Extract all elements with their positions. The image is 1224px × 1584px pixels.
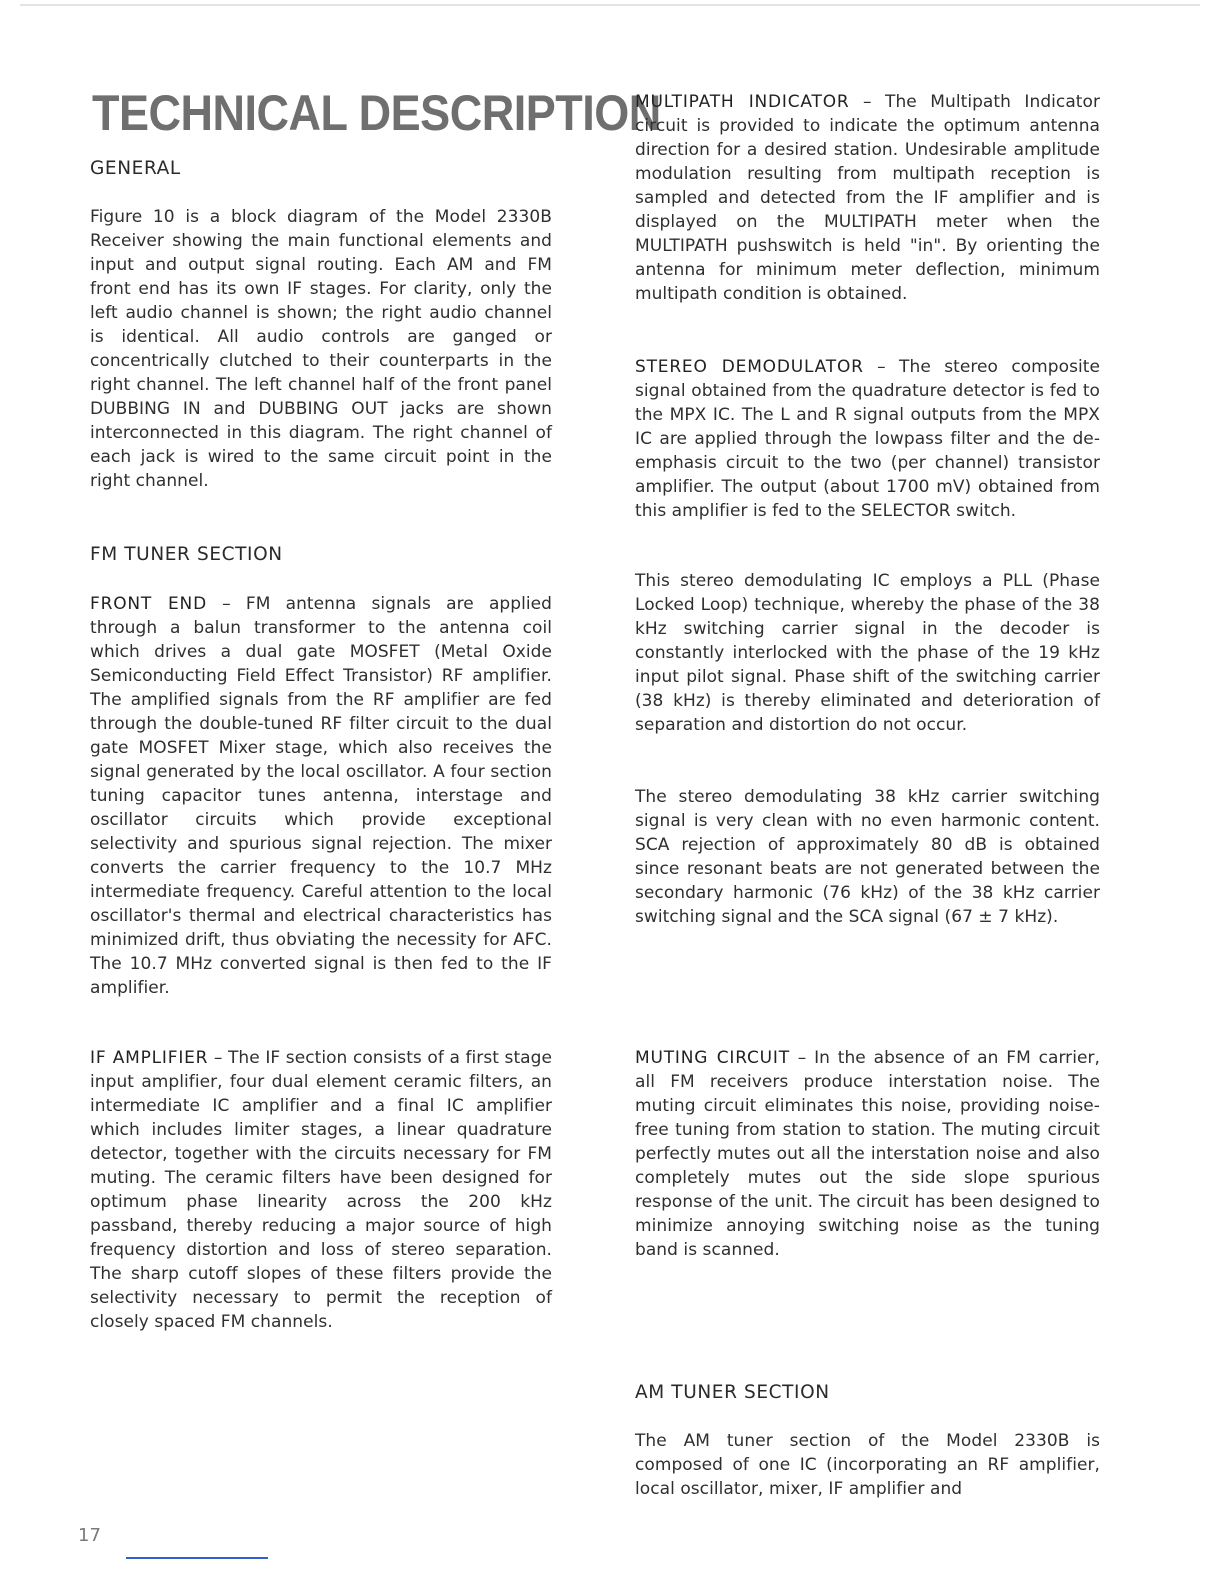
front-end-section [90, 592, 552, 1000]
general-paragraph: Figure 10 is a block diagram of the Model 2330B Receiver showing the main functional elements and input and output signal routing. Each AM and FM front end has its own IF stages. For clarity, only the left audio channel is shown; the right audio channel is identical. All audio controls are ganged or concentrically clutched to their counterparts in the right channel. The left channel half of the front panel DUBBING IN and DUBBING OUT jacks are shown interconnected in this diagram. The right channel of each jack is wired to the same circuit point in the right channel. [90, 207, 552, 491]
page-number: 17 [78, 1525, 101, 1546]
sca-paragraph: The stereo demodulating 38 kHz carrier switching signal is very clean with no even harmonic content. SCA rejection of approximately 80 dB is obtained since resonant beats are not generated between the secondary harmonic (76 kHz) of the 38 kHz carrier switching signal and the SCA signal (67 ± 7 kHz). [635, 787, 1100, 927]
general-section [90, 157, 552, 181]
sca-section [635, 785, 1100, 929]
fm-tuner-heading: FM TUNER SECTION [90, 544, 283, 565]
fm-tuner-section [90, 543, 552, 567]
am-tuner-section [635, 1381, 1100, 1405]
top-border-line [20, 4, 1200, 6]
front-end-lead: FRONT END [90, 594, 207, 614]
muting-text: – In the absence of an FM carrier, all FM receivers produce interstation noise. The muting circuit eliminates this noise, providing noise-free tuning from station to station. The muting circuit perfectly mutes out all the interstation noise and also completely mutes out the side slope spurious response of the unit. The circuit has been designed to minimize annoying switching noise as the tuning band is scanned. [635, 1048, 1100, 1260]
if-amplifier-paragraph [90, 1046, 552, 1334]
page-title: TECHNICAL DESCRIPTION [92, 84, 661, 142]
am-tuner-paragraph: The AM tuner section of the Model 2330B is composed of one IC (incorporating an RF amplifier, local oscillator, mixer, IF amplifier and [635, 1431, 1100, 1499]
pll-paragraph: This stereo demodulating IC employs a PLL (Phase Locked Loop) technique, whereby the phase of the 38 kHz switching carrier signal in the decoder is constantly interlocked with the phase of the 19 kHz input pilot signal. Phase shift of the switching carrier (38 kHz) is thereby eliminated and deterioration of separation and distortion do not occur. [635, 571, 1100, 735]
if-amplifier-text: – The IF section consists of a first stage input amplifier, four dual element ceramic filters, an intermediate IC amplifier and a final IC amplifier which includes limiter stages, a linear quadrature detector, together with the circuits necessary for FM muting. The ceramic filters have been designed for optimum phase linearity across the 200 kHz passband, thereby reducing a major source of high frequency distortion and loss of stereo separation. The sharp cutoff slopes of these filters provide the selectivity necessary to permit the reception of closely spaced FM channels. [90, 1048, 552, 1332]
muting-lead: MUTING CIRCUIT [635, 1048, 790, 1068]
stereo-lead: STEREO DEMODULATOR [635, 357, 864, 377]
multipath-text: – The Multipath Indicator circuit is provided to indicate the optimum antenna direction for a desired station. Undesirable amplitude modulation resulting from multipath reception is sampled and detected from the IF amplifier and is displayed on the MULTIPATH meter when the MULTIPATH pushswitch is held "in". By orienting the antenna for minimum meter deflection, minimum multipath condition is obtained. [635, 92, 1100, 304]
muting-paragraph [635, 1046, 1100, 1262]
multipath-paragraph [635, 90, 1100, 306]
footer-line [126, 1557, 268, 1559]
stereo-demodulator-section [635, 355, 1100, 523]
am-tuner-heading: AM TUNER SECTION [635, 1382, 830, 1403]
pll-section [635, 569, 1100, 737]
if-amplifier-lead: IF AMPLIFIER [90, 1048, 209, 1068]
am-tuner-body [635, 1429, 1100, 1501]
stereo-text: – The stereo composite signal obtained from the quadrature detector is fed to the MPX IC. The L and R signal outputs from the MPX IC are applied through the lowpass filter and the de-emphasis circuit to the two (per channel) transistor amplifier. The output (about 1700 mV) obtained from this amplifier is fed to the SELECTOR switch. [635, 357, 1100, 521]
multipath-section [635, 90, 1100, 306]
muting-circuit-section [635, 1046, 1100, 1262]
front-end-paragraph [90, 592, 552, 1000]
general-body [90, 205, 552, 493]
if-amplifier-section [90, 1046, 552, 1334]
front-end-text: – FM antenna signals are applied through a balun transformer to the antenna coil which drives a dual gate MOSFET (Metal Oxide Semiconducting Field Effect Transistor) RF amplifier. The amplified signals from the RF amplifier are fed through the double-tuned RF filter circuit to the dual gate MOSFET Mixer stage, which also receives the signal generated by the local oscillator. A four section tuning capacitor tunes antenna, interstage and oscillator circuits which provide exceptional selectivity and spurious signal rejection. The mixer converts the carrier frequency to the 10.7 MHz intermediate frequency. Careful attention to the local oscillator's thermal and electrical characteristics has minimized drift, thus obviating the necessity for AFC. The 10.7 MHz converted signal is then fed to the IF amplifier. [90, 594, 552, 998]
stereo-paragraph [635, 355, 1100, 523]
multipath-lead: MULTIPATH INDICATOR [635, 92, 850, 112]
general-heading: GENERAL [90, 158, 181, 179]
